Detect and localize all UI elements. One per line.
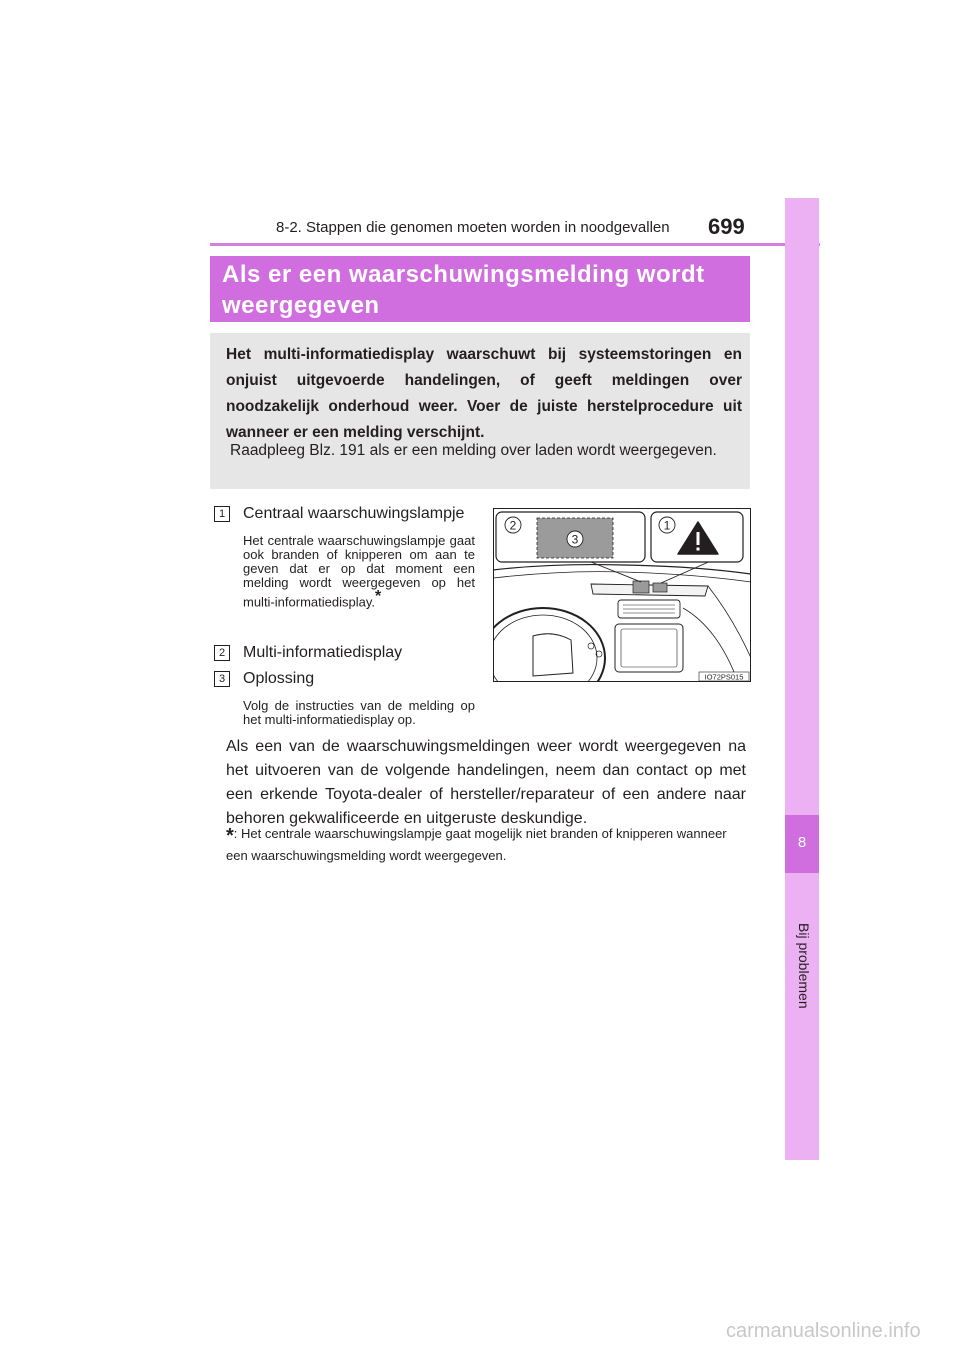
intro-text: Het multi-informatiedisplay waarschuwt bij systeemstoringen en onjuist uitgevoerde handelingen, of geeft meldingen over noodzakelijk onderhoud weer. Voer de juiste herstelprocedure uit wanneer er een melding verschijnt. xyxy=(226,346,742,441)
item-title-2: Multi-informatiedisplay xyxy=(243,644,403,661)
item-number-3: 3 xyxy=(214,671,230,687)
footnote-mark: * xyxy=(374,588,382,605)
callout-2: 2 xyxy=(509,518,517,533)
footnote xyxy=(226,824,746,866)
heading-line-1: Als er een waarschuwingsmelding wordt xyxy=(222,261,705,288)
page-number: 699 xyxy=(708,214,745,239)
chapter-label: Bij problemen xyxy=(796,923,812,1009)
section-heading xyxy=(222,259,742,321)
dashboard-illustration xyxy=(493,508,751,682)
callout-1: 1 xyxy=(663,518,671,533)
body-paragraph: Als een van de waarschuwingsmeldingen weer wordt weergegeven na het uitvoeren van de volgende handelingen, neem dan contact op met een erkende Toyota-dealer of hersteller/reparateur of een andere naar behoren gekwalificeerde en uitgeruste deskundige. xyxy=(226,738,746,827)
intro-note: Raadpleeg Blz. 191 als er een melding over laden wordt weergegeven. xyxy=(230,442,717,459)
chapter-label-wrap xyxy=(796,923,820,1033)
item-desc-1 xyxy=(243,534,475,609)
header-rule xyxy=(210,243,820,246)
chapter-number: 8 xyxy=(797,834,807,851)
item-number-1: 1 xyxy=(214,506,230,522)
footnote-star: * xyxy=(226,825,234,847)
figure-code: IO72PS015 xyxy=(704,672,744,682)
item-desc-3: Volg de instructies van de melding op het multi-informatiedisplay op. xyxy=(243,698,475,727)
callout-3: 3 xyxy=(571,532,579,547)
footnote-text: : Het centrale waarschuwingslampje gaat mogelijk niet branden of knipperen wanneer een waarschuwingsmelding wordt weergegeven. xyxy=(226,826,727,863)
item-title-1: Centraal waarschuwingslampje xyxy=(243,505,465,522)
item-desc-1-text: Het centrale waarschuwingslampje gaat ook branden of knipperen om aan te geven dat er op dat moment een melding wordt weergegeven op het multi-informatiedisplay. xyxy=(243,533,475,610)
watermark-logo: carmanualsonline.info xyxy=(726,1320,921,1342)
section-title: 8-2. Stappen die genomen moeten worden in noodgevallen xyxy=(276,219,670,236)
item-number-2: 2 xyxy=(214,645,230,661)
item-title-3: Oplossing xyxy=(243,670,315,687)
heading-line-2: weergegeven xyxy=(222,292,380,319)
